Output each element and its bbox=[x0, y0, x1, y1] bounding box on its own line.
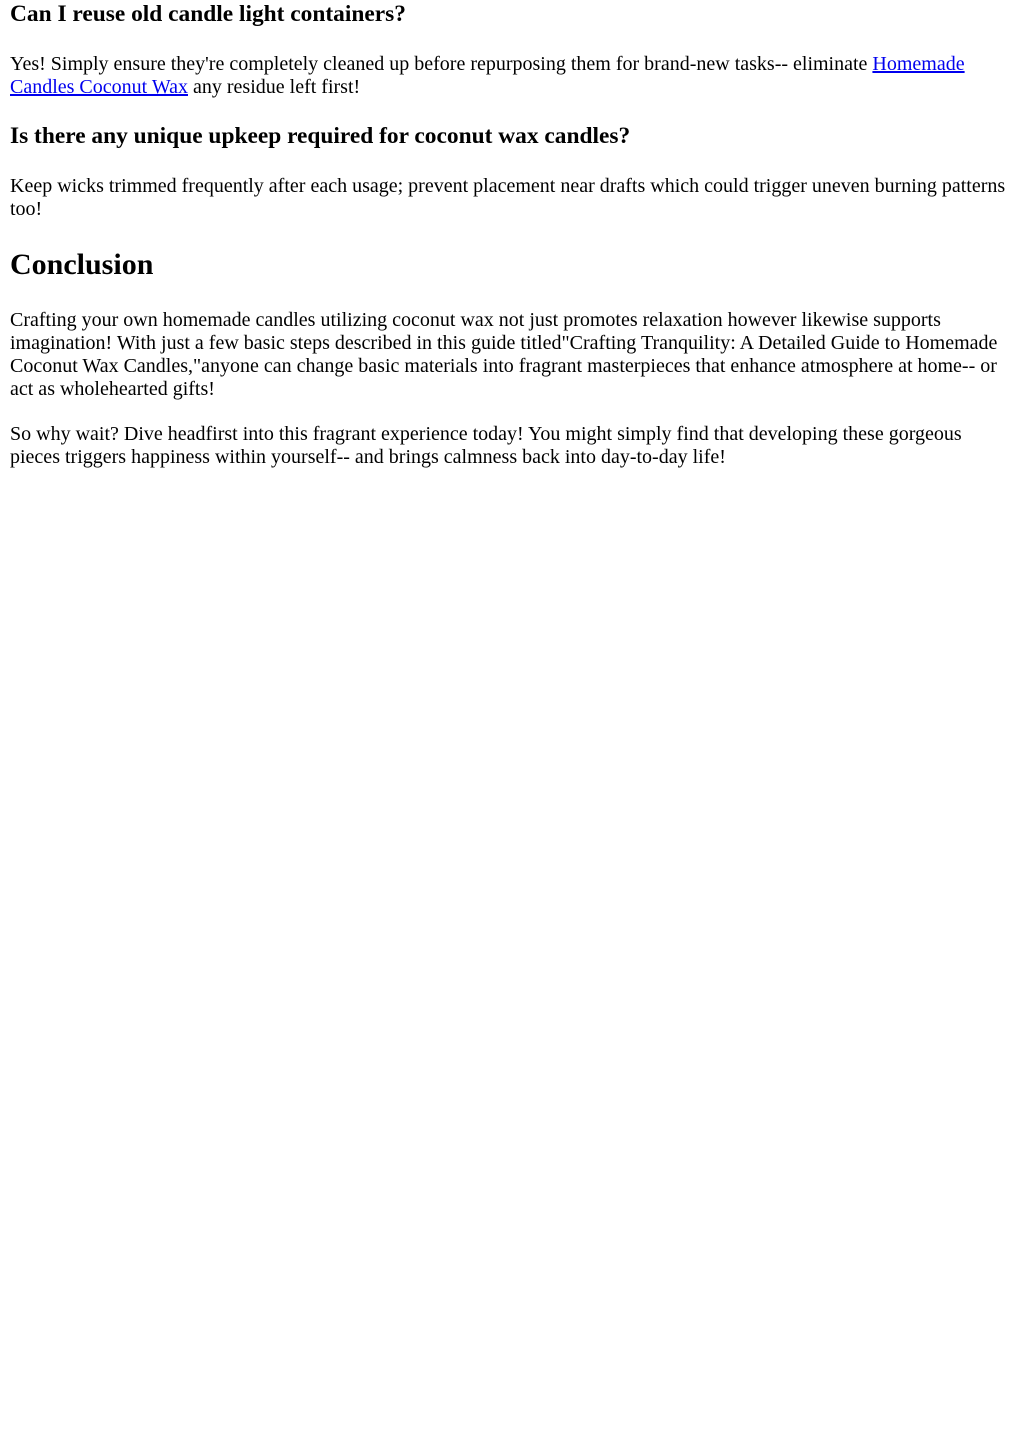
answer-text-before-link: Yes! Simply ensure they're completely cleaned up before repurposing them for brand-new tasks-- eliminate bbox=[10, 53, 873, 75]
faq-answer-upkeep: Keep wicks trimmed frequently after each usage; prevent placement near drafts which could trigger uneven burning patterns too! bbox=[10, 175, 1006, 220]
conclusion-paragraph: Crafting your own homemade candles utilizing coconut wax not just promotes relaxation however likewise supports imagination! With just a few basic steps described in this guide titled"Crafting Tranquility: A Detailed Guide to Homemade Coconut Wax Candles,"anyone can change basic materials into fragrant masterpieces that enhance atmosphere at home-- or act as wholehearted gifts! bbox=[10, 309, 998, 400]
conclusion-paragraph: So why wait? Dive headfirst into this fragrant experience today! You might simply find that developing these gorgeous pieces triggers happiness within yourself-- and brings calmness back into day-to-day life! bbox=[10, 423, 962, 468]
homemade-candles-coconut-wax-link[interactable]: Homemade Candles Coconut Wax bbox=[10, 53, 965, 98]
faq-question-upkeep: Is there any unique upkeep required for coconut wax candles? bbox=[10, 123, 631, 149]
faq-answer-reuse-containers bbox=[10, 53, 1014, 99]
faq-question-reuse-containers: Can I reuse old candle light containers? bbox=[10, 1, 406, 27]
conclusion-heading: Conclusion bbox=[10, 248, 154, 281]
answer-text-after-link: any residue left first! bbox=[188, 76, 361, 98]
